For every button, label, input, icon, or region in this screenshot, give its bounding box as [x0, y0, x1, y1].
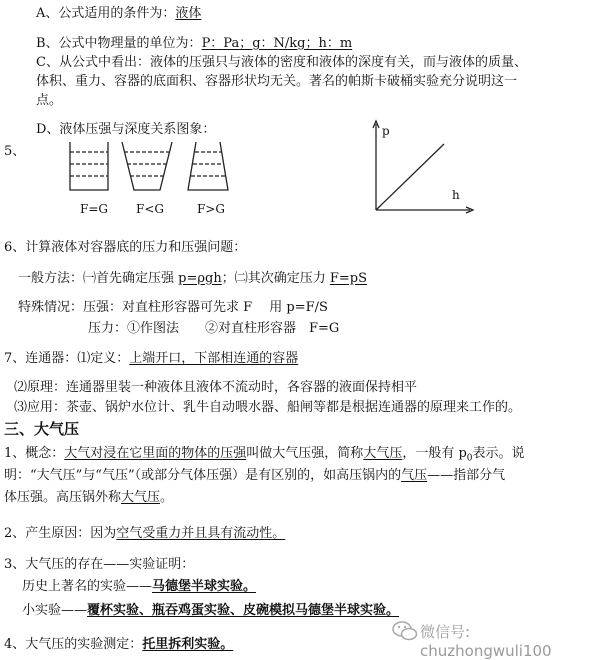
- line-d: D、液体压强与深度关系图象：: [36, 122, 216, 137]
- narrow-top-container: [188, 142, 228, 190]
- label-wide-top: F<G: [136, 202, 164, 216]
- general-pressure: p=ρgh: [178, 271, 222, 286]
- line-c3: 点。: [36, 93, 63, 108]
- section-6-special-2: 压力：①作图法 ②对直柱形容器 F=G: [88, 321, 340, 336]
- s31-line3-a: 体压强。高压锅外称: [4, 490, 122, 505]
- label-cylinder: F=G: [80, 202, 108, 216]
- b-prefix: B、公式中物理量的单位为：: [36, 36, 202, 51]
- wechat-icon: [392, 620, 418, 642]
- s33-small-prefix: 小实验——: [22, 603, 88, 618]
- a-value: 液体: [175, 6, 202, 21]
- cylinder-container: [70, 142, 108, 190]
- section-3-1-line-2: [4, 468, 505, 484]
- line-c2: 体积、重力、容器的底面积、容器形状均无关。著名的帕斯卡破桶实验充分说明这一: [36, 74, 518, 89]
- s31-sub: 0: [466, 453, 473, 464]
- s31-line2-c: ——指部分气: [427, 468, 506, 483]
- section-3-3-history: [22, 579, 256, 595]
- general-force: F=pS: [329, 271, 367, 286]
- s34-value: 托里拆利实验。: [142, 637, 234, 652]
- section-3-3-small: [22, 603, 399, 619]
- a-prefix: A、公式适用的条件为：: [36, 6, 176, 21]
- s7-prefix: 7、连通器：⑴定义：: [4, 351, 130, 366]
- graph-p-label: p: [382, 124, 390, 138]
- s31-term: 大气压: [363, 446, 403, 461]
- line-a: [36, 6, 201, 22]
- section-6-general: [18, 271, 367, 287]
- s31-concept: 大气对浸在它里面的物体的压强: [64, 446, 247, 461]
- s31-line2-term: 气压: [401, 468, 428, 483]
- b-value: P：Pa；g：N/kg；h：m: [201, 36, 353, 51]
- s33-small-value: 覆杯实验、瓶吞鸡蛋实验、皮碗模拟马德堡半球实验。: [87, 603, 400, 618]
- line-c1: C、从公式中看出：液体的压强只与液体的密度和液体的深度有关，而与液体的质量、: [36, 55, 527, 70]
- line-b: [36, 36, 352, 52]
- s7-definition: 上端开口，下部相连通的容器: [129, 351, 299, 366]
- label-narrow-top: F>G: [197, 202, 225, 216]
- s31-a: 1、概念：: [4, 446, 65, 461]
- section-7-application: ⑶应用：茶壶、锅炉水位计、乳牛自动喂水器、船闸等都是根据连通器的原理来工作的。: [14, 400, 522, 415]
- section-3-1-line-1: [4, 446, 525, 467]
- s32-value: 空气受重力并且具有流动性。: [116, 526, 286, 541]
- s31-line3-c: 。: [160, 490, 174, 505]
- section-3-2: [4, 526, 285, 542]
- item-5-number: 5、: [4, 144, 26, 159]
- s32-prefix: 2、产生原因：因为: [4, 526, 117, 541]
- section-3-4: [4, 637, 233, 653]
- general-mid: ；㈡其次确定压力: [221, 271, 330, 286]
- s31-line2-a: 明：“大气压”与“气压”（或部分气体压强）是有区别的，如高压锅内的: [4, 468, 402, 483]
- s31-line3-term: 大气压: [121, 490, 161, 505]
- s31-e: ，一般有 p: [402, 446, 467, 461]
- section-3-3: 3、大气压的存在——实验证明：: [4, 557, 195, 572]
- watermark-text: 微信号: chuzhongwuli100: [420, 623, 552, 660]
- section-7-principle: ⑵原理：连通器里装一种液体且液体不流动时，各容器的液面保持相平: [14, 380, 418, 395]
- wide-top-container: [122, 142, 172, 190]
- section-3-1-line-3: [4, 490, 173, 506]
- section-3-title: 三、大气压: [4, 420, 80, 438]
- s33-hist-prefix: 历史上著名的实验——: [22, 579, 153, 594]
- graph-h-label: h: [452, 188, 460, 202]
- general-prefix: 一般方法：㈠首先确定压强: [18, 271, 179, 286]
- containers-figure: [60, 138, 240, 196]
- section-6-title: 6、计算液体对容器底的压力和压强问题：: [4, 240, 247, 255]
- graph-line: [376, 144, 444, 210]
- s31-f: 表示。说: [472, 446, 525, 461]
- section-7-definition: [4, 351, 298, 367]
- s34-prefix: 4、大气压的实验测定：: [4, 637, 143, 652]
- s31-c: 叫做大气压强，简称: [246, 446, 364, 461]
- s33-hist-value: 马德堡半球实验。: [152, 579, 257, 594]
- section-6-special-1: 特殊情况：压强：对直柱形容器可先求 F 用 p=F/S: [18, 300, 328, 315]
